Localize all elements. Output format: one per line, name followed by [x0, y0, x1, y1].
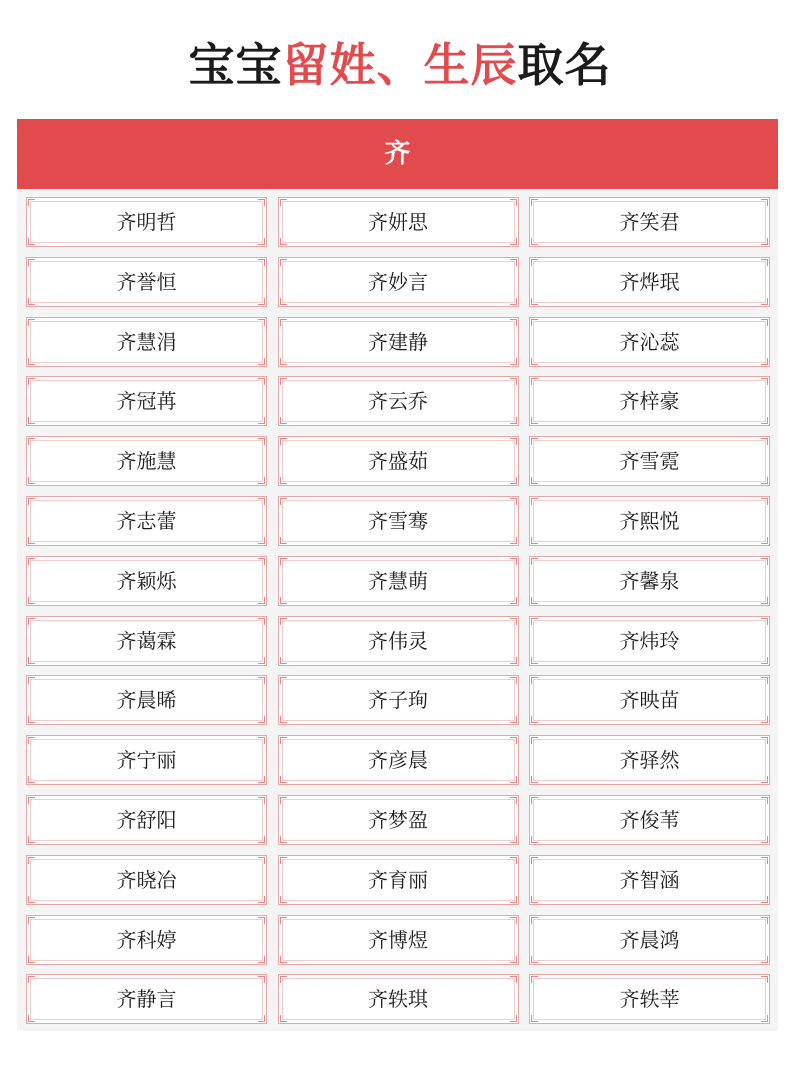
name-card	[26, 317, 267, 367]
name-card	[278, 915, 519, 965]
corner-ornament	[761, 417, 768, 424]
corner-ornament	[258, 259, 265, 266]
corner-ornament	[28, 558, 35, 565]
corner-ornament	[258, 797, 265, 804]
corner-ornament	[531, 677, 538, 684]
name-card	[529, 197, 770, 247]
corner-ornament	[28, 477, 35, 484]
corner-ornament	[531, 857, 538, 864]
corner-ornament	[258, 238, 265, 245]
corner-ornament	[761, 498, 768, 505]
corner-ornament	[280, 319, 287, 326]
corner-ornament	[280, 797, 287, 804]
corner-ornament	[280, 238, 287, 245]
corner-ornament	[531, 896, 538, 903]
corner-ornament	[280, 1015, 287, 1022]
corner-ornament	[531, 238, 538, 245]
name-card	[278, 376, 519, 426]
name-text: 齐伟灵	[368, 628, 428, 653]
name-card	[529, 855, 770, 905]
name-text: 齐馨泉	[619, 568, 680, 593]
name-text: 齐沁蕊	[619, 329, 680, 354]
page-title	[0, 30, 800, 100]
corner-ornament	[28, 976, 35, 983]
name-card	[26, 436, 267, 486]
corner-ornament	[28, 836, 35, 843]
corner-ornament	[258, 657, 265, 664]
name-text: 齐雪骞	[368, 508, 428, 533]
corner-ornament	[280, 956, 287, 963]
corner-ornament	[280, 477, 287, 484]
corner-ornament	[510, 238, 517, 245]
name-card	[26, 974, 267, 1024]
names-grid	[26, 197, 770, 1024]
corner-ornament	[280, 498, 287, 505]
corner-ornament	[761, 558, 768, 565]
corner-ornament	[761, 716, 768, 723]
corner-ornament	[531, 537, 538, 544]
name-text: 齐蔼霖	[116, 628, 177, 653]
corner-ornament	[531, 956, 538, 963]
surname-header: 齐	[17, 119, 778, 189]
corner-ornament	[28, 378, 35, 385]
corner-ornament	[761, 677, 768, 684]
name-card	[26, 795, 267, 845]
corner-ornament	[510, 438, 517, 445]
corner-ornament	[258, 477, 265, 484]
corner-ornament	[280, 358, 287, 365]
corner-ornament	[761, 259, 768, 266]
name-text: 齐轶莘	[619, 987, 680, 1012]
corner-ornament	[280, 378, 287, 385]
name-card	[278, 436, 519, 486]
name-card	[26, 257, 267, 307]
corner-ornament	[531, 917, 538, 924]
corner-ornament	[28, 857, 35, 864]
corner-ornament	[510, 956, 517, 963]
name-text: 齐笑君	[619, 210, 680, 234]
corner-ornament	[531, 597, 538, 604]
name-text: 齐云乔	[368, 389, 428, 414]
corner-ornament	[280, 417, 287, 424]
corner-ornament	[258, 597, 265, 604]
corner-ornament	[28, 199, 35, 206]
corner-ornament	[280, 199, 287, 206]
name-card	[278, 855, 519, 905]
name-text: 齐施慧	[116, 449, 177, 474]
name-text: 齐彦晨	[368, 748, 428, 773]
name-text: 齐雪霓	[619, 449, 680, 474]
name-card	[529, 257, 770, 307]
corner-ornament	[761, 597, 768, 604]
names-panel	[17, 119, 778, 1031]
corner-ornament	[531, 657, 538, 664]
corner-ornament	[761, 956, 768, 963]
corner-ornament	[258, 358, 265, 365]
corner-ornament	[531, 259, 538, 266]
corner-ornament	[531, 199, 538, 206]
corner-ornament	[258, 417, 265, 424]
corner-ornament	[280, 737, 287, 744]
name-text: 齐博煜	[368, 927, 428, 952]
name-text: 齐盛茹	[368, 449, 428, 474]
corner-ornament	[510, 857, 517, 864]
corner-ornament	[510, 677, 517, 684]
corner-ornament	[510, 618, 517, 625]
name-text: 齐志蕾	[116, 508, 177, 533]
corner-ornament	[531, 438, 538, 445]
corner-ornament	[531, 417, 538, 424]
name-text: 齐炜玲	[619, 628, 680, 653]
name-card	[529, 436, 770, 486]
corner-ornament	[28, 438, 35, 445]
corner-ornament	[280, 259, 287, 266]
title-part-baobao: 宝宝	[188, 38, 283, 92]
name-card	[278, 317, 519, 367]
corner-ornament	[258, 917, 265, 924]
name-text: 齐冠苒	[116, 389, 177, 414]
name-text: 齐梓豪	[619, 389, 680, 414]
corner-ornament	[761, 657, 768, 664]
corner-ornament	[510, 597, 517, 604]
corner-ornament	[280, 618, 287, 625]
corner-ornament	[28, 498, 35, 505]
corner-ornament	[761, 358, 768, 365]
corner-ornament	[531, 298, 538, 305]
name-card	[278, 556, 519, 606]
name-text: 齐映苗	[619, 688, 680, 713]
corner-ornament	[258, 836, 265, 843]
corner-ornament	[510, 558, 517, 565]
name-text: 齐晓冶	[116, 867, 177, 892]
corner-ornament	[258, 1015, 265, 1022]
name-card	[529, 496, 770, 546]
name-text: 齐子珣	[368, 688, 428, 713]
corner-ornament	[280, 537, 287, 544]
name-card	[529, 675, 770, 725]
corner-ornament	[28, 797, 35, 804]
corner-ornament	[258, 199, 265, 206]
corner-ornament	[280, 298, 287, 305]
corner-ornament	[258, 716, 265, 723]
corner-ornament	[531, 776, 538, 783]
corner-ornament	[280, 677, 287, 684]
name-text: 齐驿然	[619, 748, 680, 773]
name-card	[529, 974, 770, 1024]
name-text: 齐智涵	[619, 867, 680, 892]
corner-ornament	[258, 558, 265, 565]
name-text: 齐明哲	[116, 210, 177, 234]
name-card	[26, 915, 267, 965]
corner-ornament	[761, 537, 768, 544]
name-text: 齐静言	[116, 987, 177, 1012]
name-card	[278, 197, 519, 247]
name-card	[529, 915, 770, 965]
corner-ornament	[531, 477, 538, 484]
corner-ornament	[531, 737, 538, 744]
corner-ornament	[258, 498, 265, 505]
corner-ornament	[510, 797, 517, 804]
corner-ornament	[28, 896, 35, 903]
corner-ornament	[510, 199, 517, 206]
corner-ornament	[761, 319, 768, 326]
corner-ornament	[28, 1015, 35, 1022]
name-card	[26, 496, 267, 546]
name-text: 齐晨晞	[116, 688, 177, 713]
corner-ornament	[761, 438, 768, 445]
corner-ornament	[761, 737, 768, 744]
corner-ornament	[761, 378, 768, 385]
corner-ornament	[258, 618, 265, 625]
corner-ornament	[258, 319, 265, 326]
name-text: 齐舒阳	[116, 807, 177, 832]
name-card	[529, 795, 770, 845]
corner-ornament	[280, 776, 287, 783]
corner-ornament	[531, 836, 538, 843]
name-text: 齐建静	[368, 329, 428, 354]
corner-ornament	[510, 259, 517, 266]
name-card	[26, 376, 267, 426]
corner-ornament	[28, 677, 35, 684]
name-card	[278, 795, 519, 845]
corner-ornament	[531, 319, 538, 326]
corner-ornament	[531, 618, 538, 625]
corner-ornament	[510, 1015, 517, 1022]
corner-ornament	[258, 896, 265, 903]
corner-ornament	[28, 597, 35, 604]
name-card	[278, 257, 519, 307]
name-text: 齐慧萌	[368, 568, 428, 593]
name-text: 齐育丽	[368, 867, 428, 892]
name-text: 齐誉恒	[116, 269, 177, 294]
corner-ornament	[28, 417, 35, 424]
corner-ornament	[28, 737, 35, 744]
corner-ornament	[28, 657, 35, 664]
corner-ornament	[28, 917, 35, 924]
corner-ornament	[280, 716, 287, 723]
corner-ornament	[531, 976, 538, 983]
corner-ornament	[280, 657, 287, 664]
name-text: 齐熙悦	[619, 508, 680, 533]
corner-ornament	[28, 238, 35, 245]
corner-ornament	[510, 737, 517, 744]
corner-ornament	[531, 1015, 538, 1022]
corner-ornament	[531, 797, 538, 804]
corner-ornament	[761, 836, 768, 843]
corner-ornament	[761, 776, 768, 783]
name-card	[278, 496, 519, 546]
name-card	[278, 974, 519, 1024]
corner-ornament	[258, 737, 265, 744]
corner-ornament	[761, 618, 768, 625]
corner-ornament	[28, 956, 35, 963]
corner-ornament	[258, 537, 265, 544]
corner-ornament	[28, 776, 35, 783]
corner-ornament	[531, 716, 538, 723]
name-card	[529, 735, 770, 785]
corner-ornament	[510, 537, 517, 544]
corner-ornament	[258, 438, 265, 445]
corner-ornament	[258, 857, 265, 864]
name-card	[278, 735, 519, 785]
name-text: 齐晨鸿	[619, 927, 680, 952]
corner-ornament	[761, 896, 768, 903]
name-text: 齐轶琪	[368, 987, 428, 1012]
corner-ornament	[761, 199, 768, 206]
corner-ornament	[510, 417, 517, 424]
name-text: 齐妍思	[368, 210, 428, 234]
corner-ornament	[28, 358, 35, 365]
corner-ornament	[761, 477, 768, 484]
corner-ornament	[510, 896, 517, 903]
name-card	[529, 317, 770, 367]
name-card	[26, 556, 267, 606]
corner-ornament	[280, 597, 287, 604]
corner-ornament	[761, 976, 768, 983]
name-card	[26, 616, 267, 666]
name-card	[26, 855, 267, 905]
corner-ornament	[510, 657, 517, 664]
corner-ornament	[280, 558, 287, 565]
name-text: 齐烨珉	[619, 269, 680, 294]
name-card	[26, 735, 267, 785]
corner-ornament	[28, 537, 35, 544]
corner-ornament	[280, 917, 287, 924]
corner-ornament	[28, 259, 35, 266]
corner-ornament	[510, 298, 517, 305]
corner-ornament	[510, 917, 517, 924]
title-part-naming: 取名	[517, 38, 612, 92]
corner-ornament	[258, 378, 265, 385]
title-part-surname-birth: 留姓、生辰	[282, 38, 518, 92]
name-text: 齐妙言	[368, 269, 428, 294]
corner-ornament	[258, 956, 265, 963]
corner-ornament	[510, 716, 517, 723]
corner-ornament	[28, 618, 35, 625]
corner-ornament	[510, 358, 517, 365]
name-text: 齐宁丽	[116, 748, 177, 773]
corner-ornament	[531, 378, 538, 385]
corner-ornament	[531, 498, 538, 505]
corner-ornament	[28, 298, 35, 305]
name-text: 齐慧涓	[116, 329, 177, 354]
corner-ornament	[510, 378, 517, 385]
name-text: 齐俊苇	[619, 807, 680, 832]
corner-ornament	[280, 896, 287, 903]
name-card	[529, 616, 770, 666]
corner-ornament	[28, 319, 35, 326]
corner-ornament	[258, 976, 265, 983]
name-card	[26, 197, 267, 247]
corner-ornament	[761, 917, 768, 924]
corner-ornament	[510, 776, 517, 783]
name-card	[278, 616, 519, 666]
corner-ornament	[280, 836, 287, 843]
corner-ornament	[510, 836, 517, 843]
corner-ornament	[510, 976, 517, 983]
name-card	[26, 675, 267, 725]
corner-ornament	[510, 319, 517, 326]
name-card	[529, 556, 770, 606]
name-text: 齐颖烁	[116, 568, 177, 593]
corner-ornament	[761, 857, 768, 864]
corner-ornament	[258, 776, 265, 783]
corner-ornament	[280, 438, 287, 445]
corner-ornament	[280, 857, 287, 864]
name-card	[529, 376, 770, 426]
corner-ornament	[510, 498, 517, 505]
corner-ornament	[761, 797, 768, 804]
corner-ornament	[531, 558, 538, 565]
corner-ornament	[28, 716, 35, 723]
corner-ornament	[531, 358, 538, 365]
name-card	[278, 675, 519, 725]
corner-ornament	[280, 976, 287, 983]
corner-ornament	[258, 298, 265, 305]
name-text: 齐科婷	[116, 927, 177, 952]
corner-ornament	[258, 677, 265, 684]
name-text: 齐梦盈	[368, 807, 428, 832]
corner-ornament	[510, 477, 517, 484]
corner-ornament	[761, 238, 768, 245]
corner-ornament	[761, 298, 768, 305]
corner-ornament	[761, 1015, 768, 1022]
